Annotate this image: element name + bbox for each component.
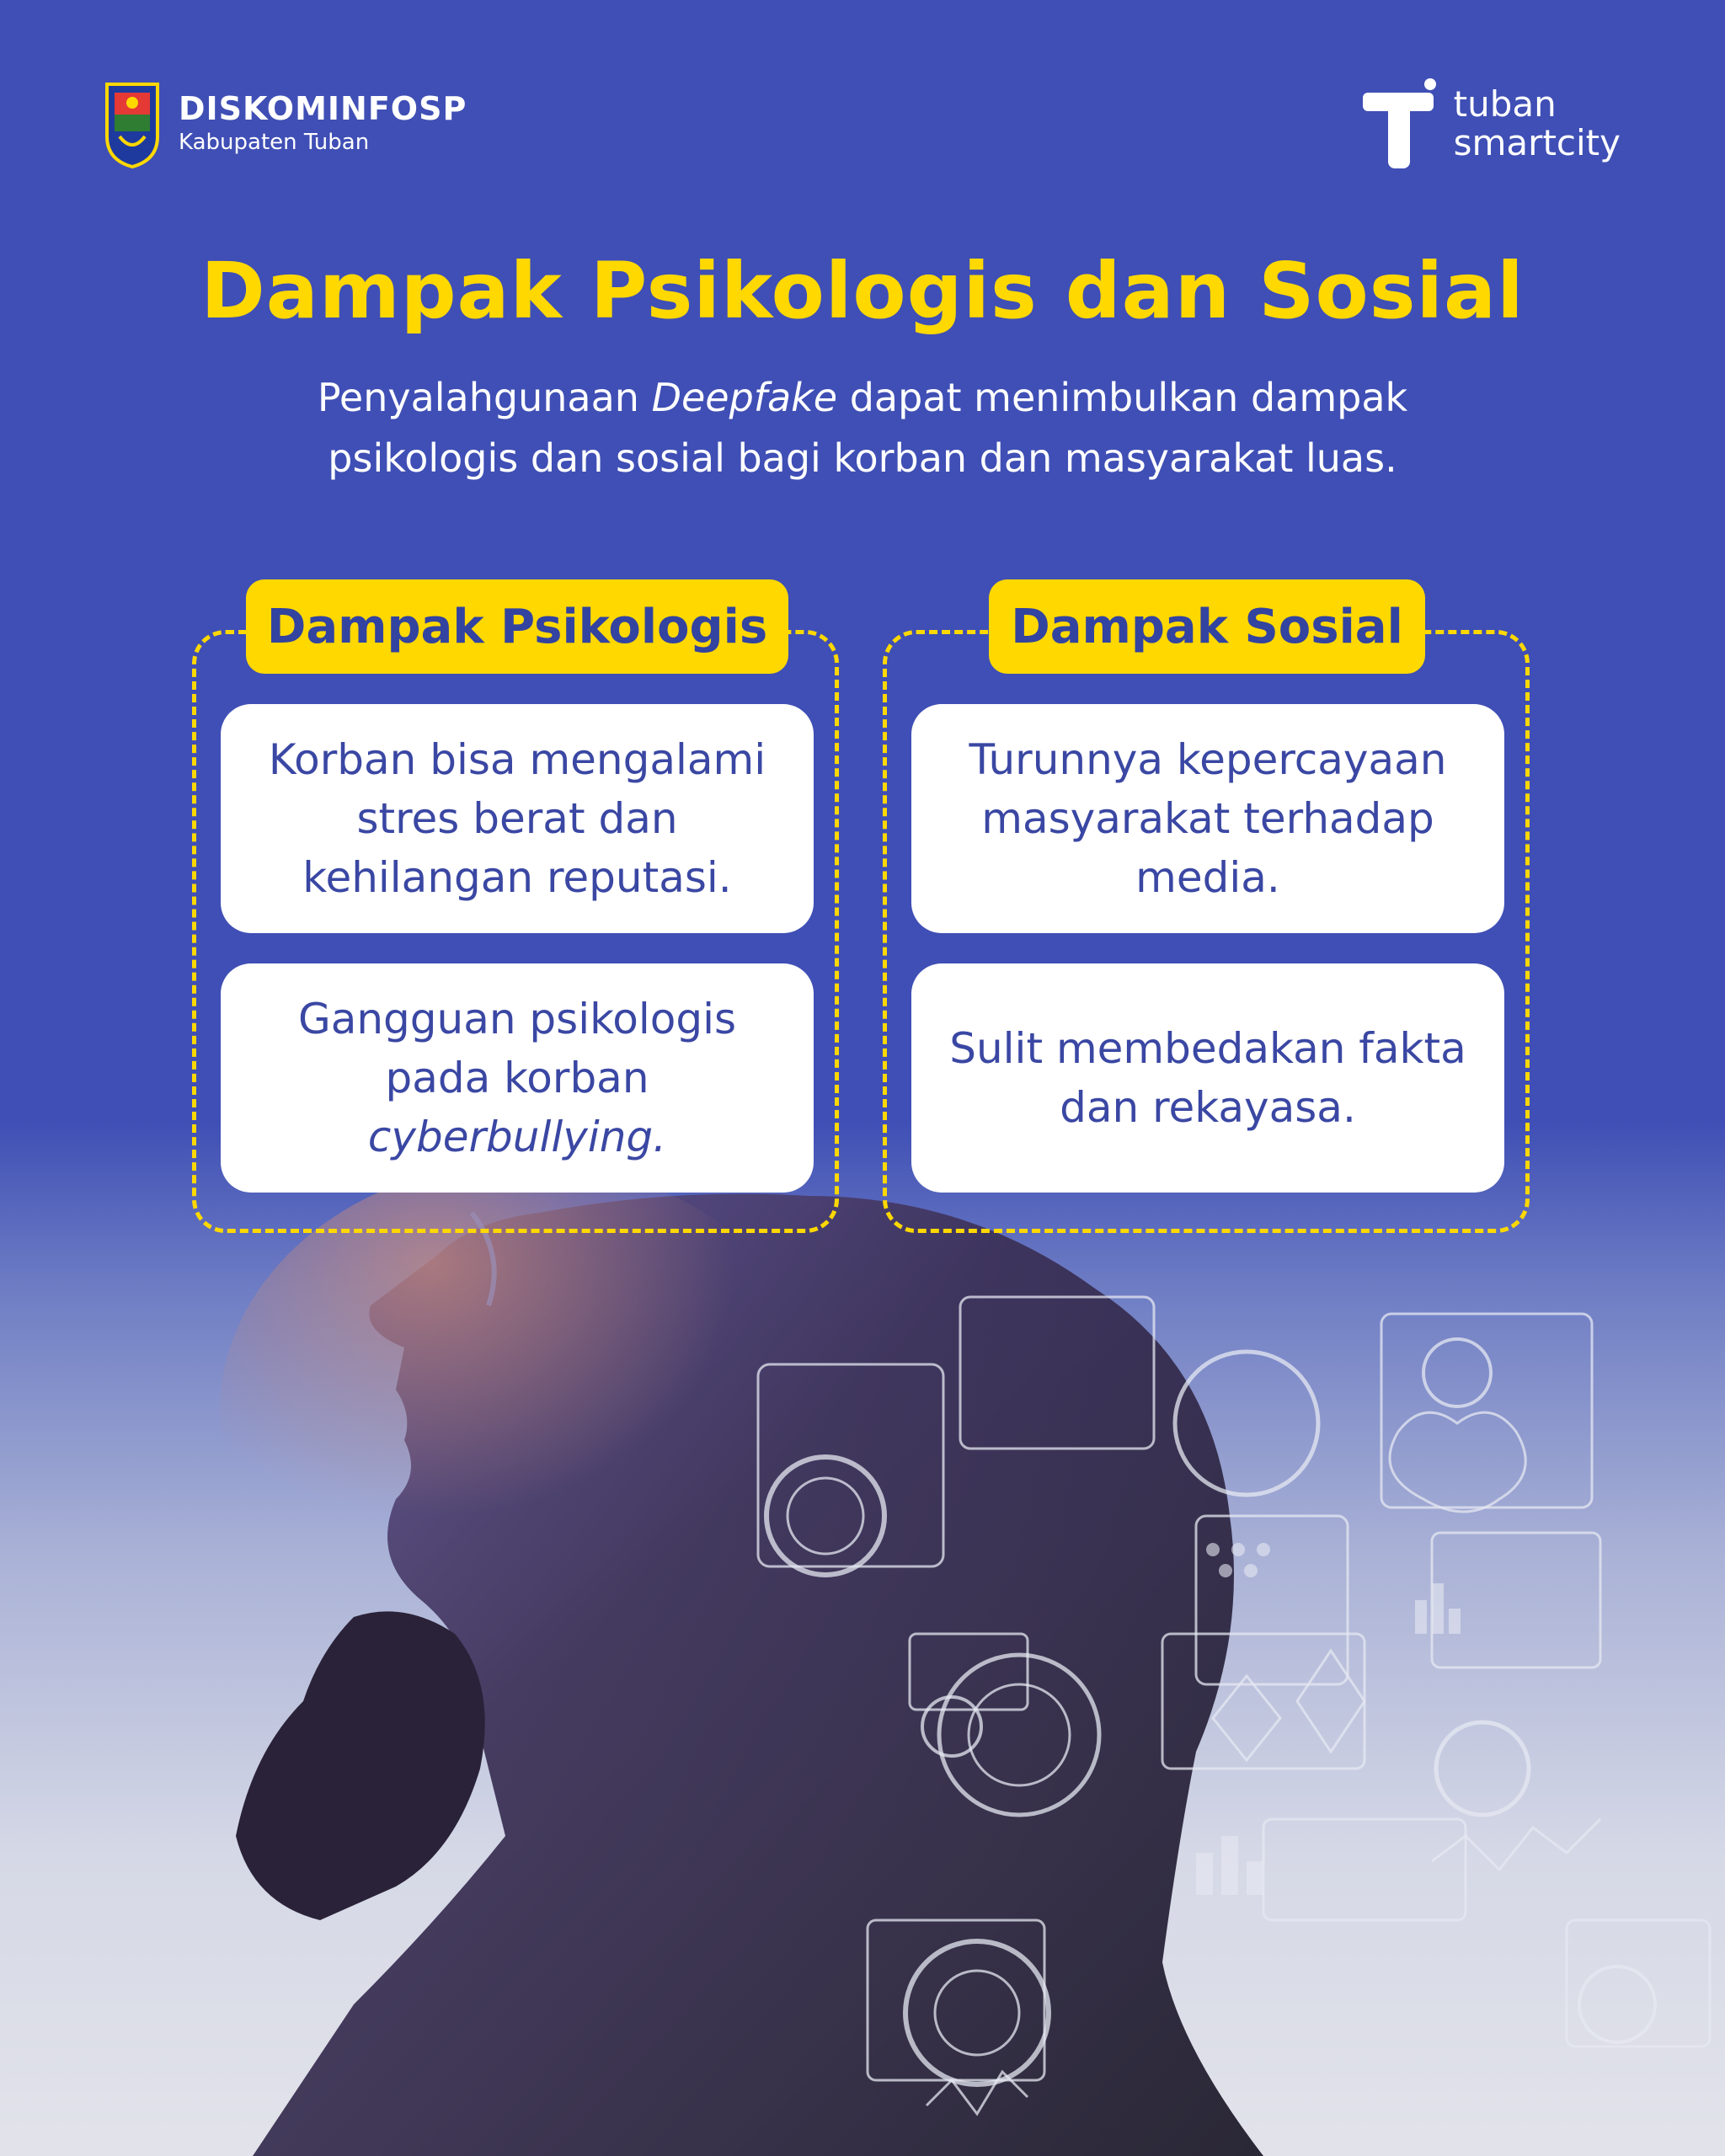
- smartcity-line1: tuban: [1453, 83, 1557, 125]
- thinking-person-illustration: [0, 1162, 1725, 2156]
- card-line: masyarakat terhadap: [981, 794, 1434, 843]
- card-line: Sulit membedakan fakta: [949, 1024, 1466, 1073]
- diskominfosp-logo: [103, 77, 467, 170]
- sosial-label: Dampak Sosial: [989, 579, 1425, 674]
- card-line: Korban bisa mengalami: [268, 735, 766, 784]
- tuban-t-icon: [1363, 77, 1439, 170]
- card-line: stres berat dan: [356, 794, 678, 843]
- tuban-smartcity-logo: [1363, 77, 1621, 170]
- org-sub: Kabupaten Tuban: [179, 130, 370, 155]
- page-title: Dampak Psikologis dan Sosial: [200, 246, 1525, 336]
- subtitle-pre: Penyalahgunaan: [317, 375, 652, 420]
- sosial-card-2: [911, 963, 1504, 1193]
- psikologis-card-1: [221, 704, 814, 933]
- subtitle-deepfake: Deepfake: [651, 375, 838, 420]
- psikologis-card-2: [221, 963, 814, 1193]
- smartcity-line2: smartcity: [1453, 122, 1621, 163]
- subtitle-post: dapat menimbulkan dampak: [837, 375, 1408, 420]
- card-line: media.: [1135, 853, 1280, 902]
- subtitle-line2: psikologis dan sosial bagi korban dan masyarakat luas.: [328, 435, 1397, 481]
- regency-crest-icon: [103, 77, 162, 170]
- org-name: DISKOMINFOSP: [179, 90, 467, 127]
- card-line: dan rekayasa.: [1060, 1083, 1356, 1132]
- page-subtitle: [0, 367, 1725, 488]
- card-line: Gangguan psikologis: [297, 995, 737, 1043]
- psikologis-label: Dampak Psikologis: [246, 579, 788, 674]
- card-line: kehilangan reputasi.: [302, 853, 732, 902]
- card-line: Turunnya kepercayaan: [969, 735, 1447, 784]
- card-line: pada korban: [385, 1054, 649, 1102]
- card-line-cyberbullying: cyberbullying.: [367, 1113, 667, 1161]
- sosial-card-1: [911, 704, 1504, 933]
